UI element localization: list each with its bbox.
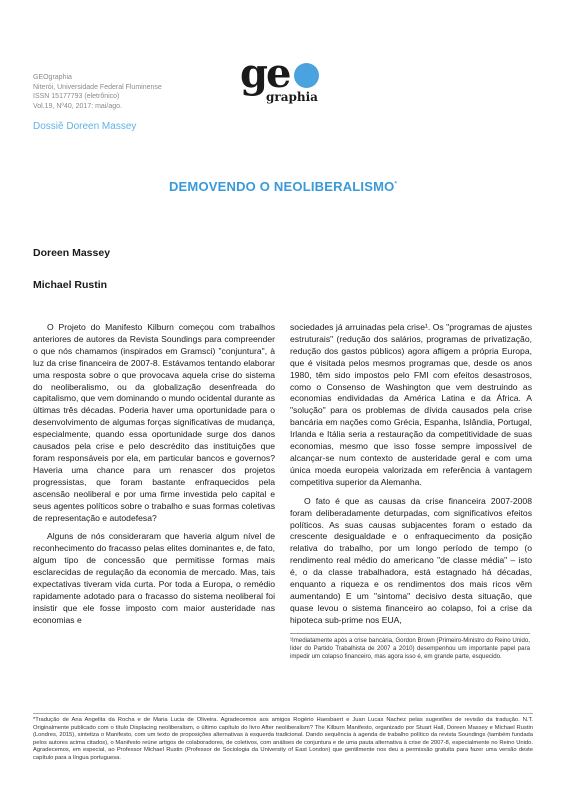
paragraph: O Projeto do Manifesto Kilburn começou com trabalhos anteriores de autores da Revista Soundings para compreender o que nós chamamos (inspirados em Gramsci) "conjuntura", à luz da crise financeira de 2007-8. Estávamos tentando elaborar uma resposta sobre o que provocava aquela crise do sistema do neoliberalismo, ou da globalização desenfreada do capitalismo, que vem dominando o mundo ocidental durante as últimas três décadas. Poderia haver uma oportunidade para o desenvolvimento de algumas forças significativas de mudança, especialmente, quando essa oportunidade surge dos danos causados pela crise e pelo descrédito das instituições que foram responsáveis por ela, em particular bancos e governos? Haveria uma chance para um renascer dos projetos progressistas, que foram bastante enfraquecidos pela ascensão neoliberal e por uma firme investida pelo capital e seus agentes políticos sobre o trabalho e suas formas coletivas de representação e autodefesa? bbox=[33, 322, 275, 523]
column-footnote: ¹Imediatamente após a crise bancária, Gordon Brown (Primeiro-Ministro do Reino Unido, líder do Partido Trabalhista de 2007 a 2010) desempenhou um importante papel para impedir um colapso financeiro, mas agora isso é, em grande parte, esquecido. bbox=[290, 633, 530, 661]
body-column-left bbox=[33, 322, 275, 627]
journal-meta bbox=[33, 73, 162, 111]
paragraph: sociedades já arruinadas pela crise¹. Os "programas de ajustes estruturais" (redução dos salários, programas de privatização, redução dos gastos públicos) agora afligem a própria Europa, que é visitada pelos mesmos programas que, desde os anos 1980, têm sido impostos pelo FMI com efeitos desastrosos, como o Consenso de Washington que vem destruindo as economias endividadas da América Latina e da África. A "solução" para os problemas de dívida causados pela crise bancária em nações como Grécia, Espanha, Islândia, Portugal, Irlanda e Itália seria a restauração da competitividade de suas economias, mesmo que isso fosse sempre impossível de alcançar-se num contexto de austeridade geral e com uma única moeda europeia valorizada em referência à vantagem competitiva superior da Alemanha. bbox=[290, 322, 532, 487]
body-column-right bbox=[290, 322, 532, 661]
paragraph: O fato é que as causas da crise financeira 2007-2008 foram deliberadamente deturpadas, com significativos efeitos políticos. As suas causas subjacentes foram o estado da crescente desigualdade e o enfraquecimento da posição relativa do trabalho, por um longo período de tempo (o rendimento real médio do americano "de classe média" – isto é, o da classe trabalhadora, está estagnado há décadas, enquanto a riqueza e os rendimentos dos mais ricos vêm aumentando) E um "sintoma" decisivo desta situação, que quase levou o sistema financeiro ao colapso, foi a crise da hipoteca sub-prime nos EUA, bbox=[290, 495, 532, 625]
footnote-divider bbox=[33, 713, 533, 714]
section-label: Dossiê Doreen Massey bbox=[33, 121, 137, 132]
geographia-logo bbox=[240, 50, 330, 108]
article-title bbox=[0, 179, 566, 194]
title-footnote-mark: * bbox=[394, 181, 398, 188]
author-1: Doreen Massey bbox=[33, 247, 111, 259]
journal-location: Niterói, Universidade Federal Fluminense bbox=[33, 83, 162, 91]
journal-issn: ISSN 15177793 (eletrônico) bbox=[33, 93, 120, 100]
journal-volume: Vol.19, Nº40, 2017: mai/ago. bbox=[33, 102, 122, 110]
article-title-text: DEMOVENDO O NEOLIBERALISMO bbox=[168, 179, 395, 194]
journal-name: GEOgraphia bbox=[33, 74, 72, 81]
logo-sub-text: graphia bbox=[266, 90, 318, 104]
author-2: Michael Rustin bbox=[33, 279, 108, 291]
paragraph: Alguns de nós consideraram que haveria algum nível de reconhecimento do fracasso pelas elites dominantes e, de fato, algum tipo de concessão que permitisse formas mais esclarecidas de regulação da economia de mercado. Mas, tais expectativas tiveram vida curta. Por toda a Europa, o remédio rapidamente adotado para o fracasso do sistema neoliberal foi insistir que ele fosse imposto com maior austeridade nas economias e bbox=[33, 531, 275, 625]
logo-dot-icon bbox=[294, 63, 319, 88]
logo-main-text: ge bbox=[240, 50, 290, 97]
page-footnote: *Tradução de Ana Angelita da Rocha e de Maria Lucia de Oliveira. Agradecemos aos amigos Rogério Haesbaert e Juan Lucas Nachez pelas sugestões de revisão da tradução. N.T. Originalmente publicado com o título Displacing neoliberalism, o último capítulo do livro After neoliberalism? The Kilburn Manifesto, organizado por Stuart Hall, Doreen Massey e Michael Rustin (Londres, 2015), sintetiza o Manifesto, com um texto de proposições alternativas à esquerda tradicional. Dando sequência à agenda de trabalho político da revista Soundings (também fundada pelos autores acima citados), o Manifesto reúne artigos de colaboradores, de coletivos, com análises de conjuntura e de uma pauta alternativa à crise de 2007-8, especialmente no Reino Unido. Agradecemos, em especial, ao Professor Michael Rustin (Professor de Sociologia da University of East London) que gentilmente nos deu a permissão gratuita para fazer uma versão deste capítulo para a língua portuguesa. bbox=[33, 717, 533, 761]
